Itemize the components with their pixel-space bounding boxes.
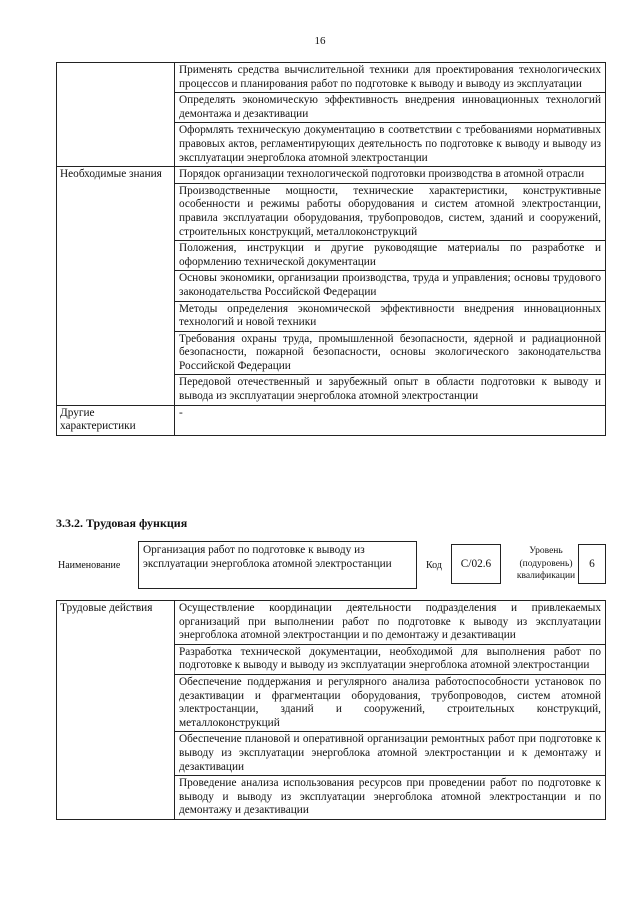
code-label: Код (426, 560, 442, 571)
page-number: 16 (314, 35, 326, 47)
function-name: Организация работ по подготовке к выводу из эксплуатации энергоблока атомной электростанции (138, 541, 417, 589)
table-row (57, 405, 606, 435)
table-cell: Порядок организации технологической подготовки производства в атомной отрасли (175, 167, 606, 184)
table-row (57, 601, 606, 645)
function-header (56, 541, 606, 591)
row-label (57, 63, 175, 167)
row-label: Трудовые действия (57, 601, 175, 820)
level-label: Уровень (подуровень) квалификации (516, 546, 576, 581)
table-cell: Требования охраны труда, промышленной безопасности, ядерной и радиационной безопасности, пожарной безопасности, основы экологического законодательства Российской Федерации (175, 331, 606, 375)
table-cell: Обеспечение поддержания и регулярного анализа работоспособности установок по дезактивации и фрагментации оборудования, трубопроводов, систем атомной электростанции, зданий и сооружений, строительных конструкций, металлоконструкций (175, 674, 606, 731)
table-cell: Оформлять техническую документацию в соответствии с требованиями нормативных правовых актов, регламентирующих деятельность по подготовке к выводу и выводу из эксплуатации энергоблока атомной электростанции (175, 123, 606, 167)
labor-actions-table (56, 600, 606, 820)
table-row (57, 63, 606, 93)
section-title: 3.3.2. Трудовая функция (56, 516, 188, 530)
name-label: Наименование (58, 560, 121, 571)
row-label: Другие характеристики (57, 405, 175, 435)
table-cell: Методы определения экономической эффективности внедрения инновационных технологий и новой техники (175, 301, 606, 331)
table-cell: Осуществление координации деятельности подразделения и привлекаемых организаций при выполнении работ по подготовке к выводу из эксплуатации энергоблока атомной электростанции и по демонтажу и дезактивации (175, 601, 606, 645)
knowledge-skills-table (56, 62, 606, 436)
table-cell: Основы экономики, организации производства, труда и управления; основы трудового законодательства Российской Федерации (175, 271, 606, 301)
table-cell: Положения, инструкции и другие руководящие материалы по разработке и оформлению технической документации (175, 241, 606, 271)
table-cell: Передовой отечественный и зарубежный опыт в области подготовки к выводу и вывода из эксплуатации энергоблока атомной электростанции (175, 375, 606, 405)
function-code: C/02.6 (451, 544, 501, 584)
table-cell: Определять экономическую эффективность внедрения инновационных технологий демонтажа и дезактивации (175, 93, 606, 123)
table-cell: Производственные мощности, технические характеристики, конструктивные особенности и режимы работы оборудования и систем атомной электростанции, правила эксплуатации оборудования, трубопроводов, систем, зданий и сооружений, строительных конструкций, металлоконструкций (175, 183, 606, 240)
table-cell: Проведение анализа использования ресурсов при проведении работ по подготовке к выводу и выводу из эксплуатации энергоблока атомной электростанции и по демонтажу и дезактивации (175, 776, 606, 820)
qualification-level: 6 (578, 544, 606, 584)
table-cell: Применять средства вычислительной техники для проектирования технологических процессов и планирования работ по подготовке к выводу и выводу из эксплуатации (175, 63, 606, 93)
table-cell: Разработка технической документации, необходимой для выполнения работ по подготовке к выводу и выводу из эксплуатации энергоблока атомной электростанции (175, 644, 606, 674)
table-row (57, 167, 606, 184)
table-cell: - (175, 405, 606, 435)
table-cell: Обеспечение плановой и оперативной организации ремонтных работ при подготовке к выводу из эксплуатации энергоблока атомной электростанции и к демонтажу и дезактивации (175, 732, 606, 776)
row-label: Необходимые знания (57, 167, 175, 406)
